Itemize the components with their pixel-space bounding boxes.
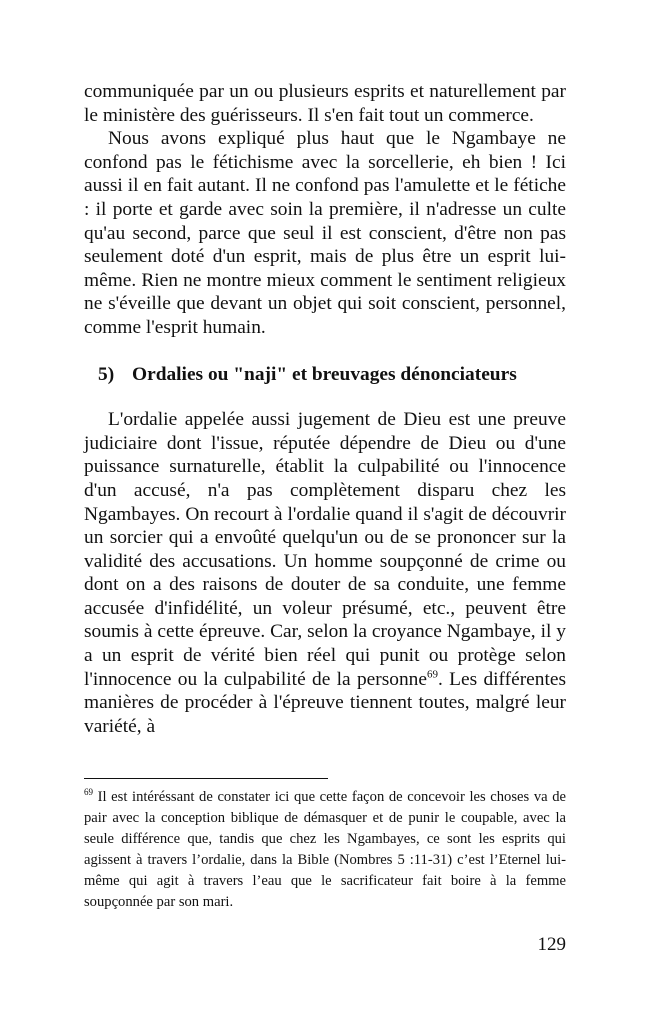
section-number: 5) <box>98 363 115 385</box>
paragraph-ordalie <box>84 408 566 738</box>
footnote-separator <box>84 778 328 779</box>
paragraph-continuation: communiquée par un ou plusieurs esprits et naturellement par le ministère des guérisseurs. Il s'en fait tout un commerce. <box>84 81 566 126</box>
paragraph-fetishism: Nous avons expliqué plus haut que le Ngambaye ne confond pas le fétichisme avec la sorcellerie, eh bien ! Ici aussi il en fait autant. Il ne confond pas l'amulette et le fétiche : il porte et garde avec soin la première, il n'adresse un culte qu'au second, parce que seul il est conscient, d'être non pas seulement doté d'un esprit, mais de plus être un esprit lui-même. Rien ne montre mieux comment le sentiment religieux ne s'éveille que devant un objet qui soit conscient, personnel, comme l'esprit humain. <box>84 128 566 338</box>
footnote-reference: 69 <box>426 668 438 681</box>
footnote <box>84 787 566 913</box>
footnote-number: 69 <box>84 787 93 798</box>
section-title: Ordalies ou "naji" et breuvages dénonciateurs <box>132 363 517 385</box>
main-text <box>84 80 566 738</box>
page-number: 129 <box>537 934 566 955</box>
paragraph-ordalie-text-end: . Les différentes manières de procéder à l'épreuve tiennent toutes, malgré leur variété, à <box>84 668 566 737</box>
section-heading <box>84 363 566 387</box>
footnote-text: Il est intéréssant de constater ici que cette façon de concevoir les choses va de pair avec la conception biblique de démasquer et de punir le coupable, avec la seule différence que, tandis que chez les Ngambayes, ce sont les esprits qui agissent à travers l’ordalie, dans la Bible (Nombres 5 :11-31) c’est l’Eternel lui-même qui agit à travers l’eau que le sacrificateur fait boire à la femme soupçonnée par son mari. <box>84 789 566 910</box>
paragraph-ordalie-text: L'ordalie appelée aussi jugement de Dieu est une preuve judiciaire dont l'issue, réputée dépendre de Dieu ou d'une puissance surnaturelle, établit la culpabilité ou l'innocence d'un accusé, n'a pas complètement disparu chez les Ngambayes. On recourt à l'ordalie quand il s'agit de découvrir un sorcier qui a envoûté quelqu'un ou de se prononcer sur la validité des accusations. Un homme soupçonné de crime ou dont on a des raisons de douter de sa conduite, une femme accusée d'infidélité, un voleur présumé, etc., peuvent être soumis à cette épreuve. Car, selon la croyance Ngambaye, il y a un esprit de vérité bien réel qui punit ou protège selon l'innocence ou la culpabilité de la personne <box>84 409 566 690</box>
